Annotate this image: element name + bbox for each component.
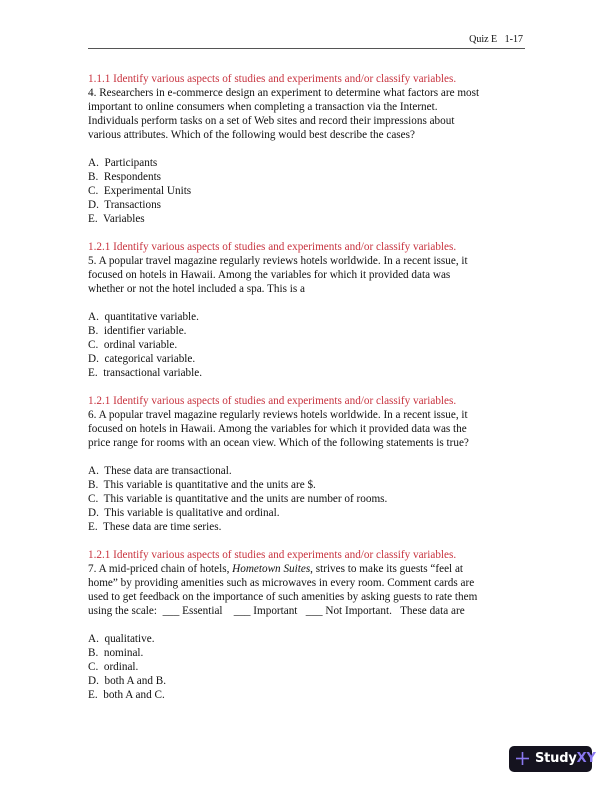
question-line: various attributes. Which of the following would best describe the cases? [88, 129, 415, 141]
objective-label: 1.2.1 Identify various aspects of studies and experiments and/or classify variables. [88, 241, 457, 253]
choice-e: E. These data are time series. [88, 521, 222, 533]
question-line: whether or not the hotel included a spa. This is a [88, 283, 305, 295]
hotel-name: Hometown Suites [232, 563, 311, 575]
choice-a: A. Participants [88, 157, 158, 169]
choice-c: C. This variable is quantitative and the units are number of rooms. [88, 493, 388, 505]
choice-b: B. This variable is quantitative and the units are $. [88, 479, 316, 491]
page-number-label: Quiz E 1-17 [469, 34, 523, 45]
choice-d: D. Transactions [88, 199, 162, 211]
choice-b: B. nominal. [88, 647, 144, 659]
question-4 [88, 72, 528, 226]
page-header [88, 34, 525, 49]
watermark-accent: XY [576, 751, 596, 766]
answer-choices [88, 464, 528, 534]
choice-d: D. categorical variable. [88, 353, 196, 365]
choice-d: D. This variable is qualitative and ordinal. [88, 507, 280, 519]
quiz-content [88, 72, 528, 702]
answer-choices [88, 156, 528, 226]
question-5 [88, 240, 528, 380]
choice-a: A. qualitative. [88, 633, 155, 645]
question-7 [88, 548, 528, 702]
answer-choices [88, 310, 528, 380]
question-line: Individuals perform tasks on a set of Web sites and record their impressions about [88, 115, 455, 127]
choice-e: E. Variables [88, 213, 145, 225]
choice-d: D. both A and B. [88, 675, 167, 687]
choice-c: C. ordinal. [88, 661, 139, 673]
choice-b: B. identifier variable. [88, 325, 187, 337]
question-line: focused on hotels in Hawaii. Among the variables for which it provided data was [88, 269, 451, 281]
question-line: important to online consumers when completing a transaction via the Internet. [88, 101, 438, 113]
question-line: using the scale: ___ Essential ___ Important ___ Not Important. These data are [88, 605, 465, 617]
question-line: focused on hotels in Hawaii. Among the variables for which it provided data was the [88, 423, 467, 435]
choice-b: B. Respondents [88, 171, 162, 183]
choice-c: C. Experimental Units [88, 185, 192, 197]
choice-a: A. These data are transactional. [88, 465, 232, 477]
question-line: used to get feedback on the importance of such amenities by asking guests to rate them [88, 591, 478, 603]
choice-c: C. ordinal variable. [88, 339, 178, 351]
question-text [88, 562, 528, 618]
choice-a: A. quantitative variable. [88, 311, 199, 323]
choice-e: E. both A and C. [88, 689, 165, 701]
question-6 [88, 394, 528, 534]
objective-label: 1.2.1 Identify various aspects of studies and experiments and/or classify variables. [88, 395, 457, 407]
question-line: 4. Researchers in e-commerce design an experiment to determine what factors are most [88, 87, 480, 99]
watermark-brand: Study [535, 751, 577, 766]
question-line: price range for rooms with an ocean view. Which of the following statements is true? [88, 437, 469, 449]
question-text [88, 408, 528, 450]
question-line: 6. A popular travel magazine regularly reviews hotels worldwide. In a recent issue, it [88, 409, 468, 421]
question-text-part: 7. A mid-priced chain of hotels, [88, 563, 233, 575]
choice-e: E. transactional variable. [88, 367, 202, 379]
question-text [88, 254, 528, 296]
objective-label: 1.1.1 Identify various aspects of studies and experiments and/or classify variables. [88, 73, 457, 85]
answer-choices [88, 632, 528, 702]
question-text-part: , strives to make its guests “feel at [310, 563, 464, 575]
question-text [88, 86, 528, 142]
objective-label: 1.2.1 Identify various aspects of studies and experiments and/or classify variables. [88, 549, 457, 561]
studyxy-watermark[interactable] [509, 746, 596, 772]
question-line: home” by providing amenities such as microwaves in every room. Comment cards are [88, 577, 475, 589]
question-line: 5. A popular travel magazine regularly reviews hotels worldwide. In a recent issue, it [88, 255, 468, 267]
question-line [88, 562, 528, 576]
plus-icon [515, 751, 530, 766]
watermark-label [535, 750, 596, 767]
